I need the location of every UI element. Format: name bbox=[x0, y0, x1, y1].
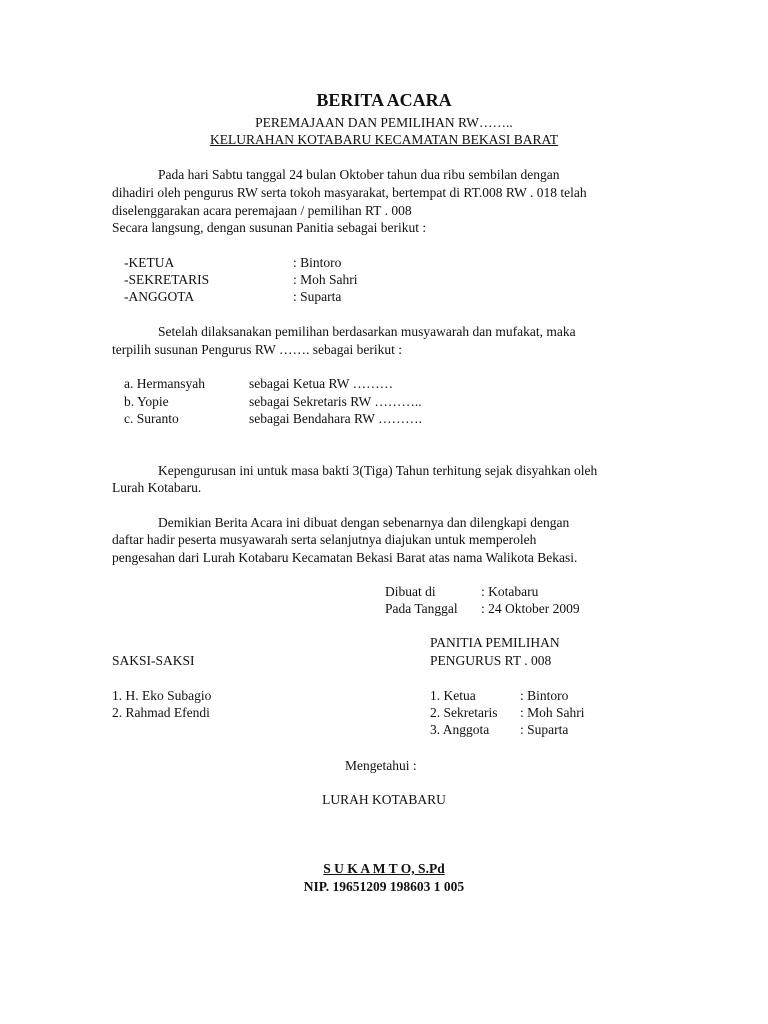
pengurus-role: sebagai Sekretaris RW ……….. bbox=[249, 394, 422, 409]
panitia-pemilihan-heading: PANITIA PEMILIHAN bbox=[430, 635, 560, 650]
panitia-pemilihan-value: : Suparta bbox=[520, 722, 569, 737]
panitia-role: -KETUA bbox=[124, 255, 175, 270]
saksi-heading: SAKSI-SAKSI bbox=[112, 653, 195, 668]
pada-tanggal-label: Pada Tanggal bbox=[385, 601, 458, 616]
dibuat-di-value: : Kotabaru bbox=[481, 584, 539, 599]
paragraph-4-line: Demikian Berita Acara ini dibuat dengan sebenarnya dan dilengkapi dengan bbox=[158, 515, 570, 530]
panitia-pemilihan-label: 3. Anggota bbox=[430, 722, 490, 737]
document-title: BERITA ACARA bbox=[316, 90, 452, 110]
panitia-name: : Moh Sahri bbox=[293, 272, 358, 287]
panitia-role: -ANGGOTA bbox=[124, 289, 195, 304]
panitia-pemilihan-value: : Bintoro bbox=[520, 688, 569, 703]
paragraph-3-line: Kepengurusan ini untuk masa bakti 3(Tiga) Tahun terhitung sejak disyahkan oleh bbox=[158, 463, 598, 478]
paragraph-3-line: Lurah Kotabaru. bbox=[112, 480, 202, 495]
document-subtitle: PEREMAJAAN DAN PEMILIHAN RW…….. bbox=[255, 115, 513, 130]
saksi-item: 1. H. Eko Subagio bbox=[112, 688, 212, 703]
pengurus-name: b. Yopie bbox=[124, 394, 169, 409]
paragraph-2-line: terpilih susunan Pengurus RW ……. sebagai berikut : bbox=[112, 342, 402, 357]
panitia-pemilihan-label: 2. Sekretaris bbox=[430, 705, 498, 720]
pada-tanggal-value: : 24 Oktober 2009 bbox=[481, 601, 580, 616]
saksi-item: 2. Rahmad Efendi bbox=[112, 705, 210, 720]
paragraph-1-line: diselenggarakan acara peremajaan / pemilihan RT . 008 bbox=[112, 203, 412, 218]
panitia-pemilihan-label: 1. Ketua bbox=[430, 688, 476, 703]
paragraph-4-line: pengesahan dari Lurah Kotabaru Kecamatan Bekasi Barat atas nama Walikota Bekasi. bbox=[112, 550, 578, 565]
panitia-pemilihan-value: : Moh Sahri bbox=[520, 705, 585, 720]
official-nip: NIP. 19651209 198603 1 005 bbox=[303, 879, 465, 894]
panitia-pemilihan-subheading: PENGURUS RT . 008 bbox=[430, 653, 552, 668]
panitia-role: -SEKRETARIS bbox=[124, 272, 210, 287]
official-name: S U K A M T O, S.Pd bbox=[323, 861, 445, 876]
paragraph-1-line: Pada hari Sabtu tanggal 24 bulan Oktober tahun dua ribu sembilan dengan bbox=[158, 167, 560, 182]
pengurus-name: a. Hermansyah bbox=[124, 376, 205, 391]
paragraph-1-line: Secara langsung, dengan susunan Panitia sebagai berikut : bbox=[112, 220, 427, 235]
pengurus-role: sebagai Bendahara RW ………. bbox=[249, 411, 422, 426]
lurah-title: LURAH KOTABARU bbox=[322, 792, 446, 807]
pengurus-name: c. Suranto bbox=[124, 411, 179, 426]
mengetahui-label: Mengetahui : bbox=[345, 758, 417, 773]
panitia-name: : Bintoro bbox=[293, 255, 342, 270]
document-subtitle-location: KELURAHAN KOTABARU KECAMATAN BEKASI BARAT bbox=[209, 132, 559, 147]
dibuat-di-label: Dibuat di bbox=[385, 584, 436, 599]
panitia-name: : Suparta bbox=[293, 289, 342, 304]
paragraph-4-line: daftar hadir peserta musyawarah serta selanjutnya diajukan untuk memperoleh bbox=[112, 532, 537, 547]
paragraph-2-line: Setelah dilaksanakan pemilihan berdasarkan musyawarah dan mufakat, maka bbox=[158, 324, 576, 339]
paragraph-1-line: dihadiri oleh pengurus RW serta tokoh masyarakat, bertempat di RT.008 RW . 018 telah bbox=[112, 185, 587, 200]
pengurus-role: sebagai Ketua RW ……… bbox=[249, 376, 394, 391]
